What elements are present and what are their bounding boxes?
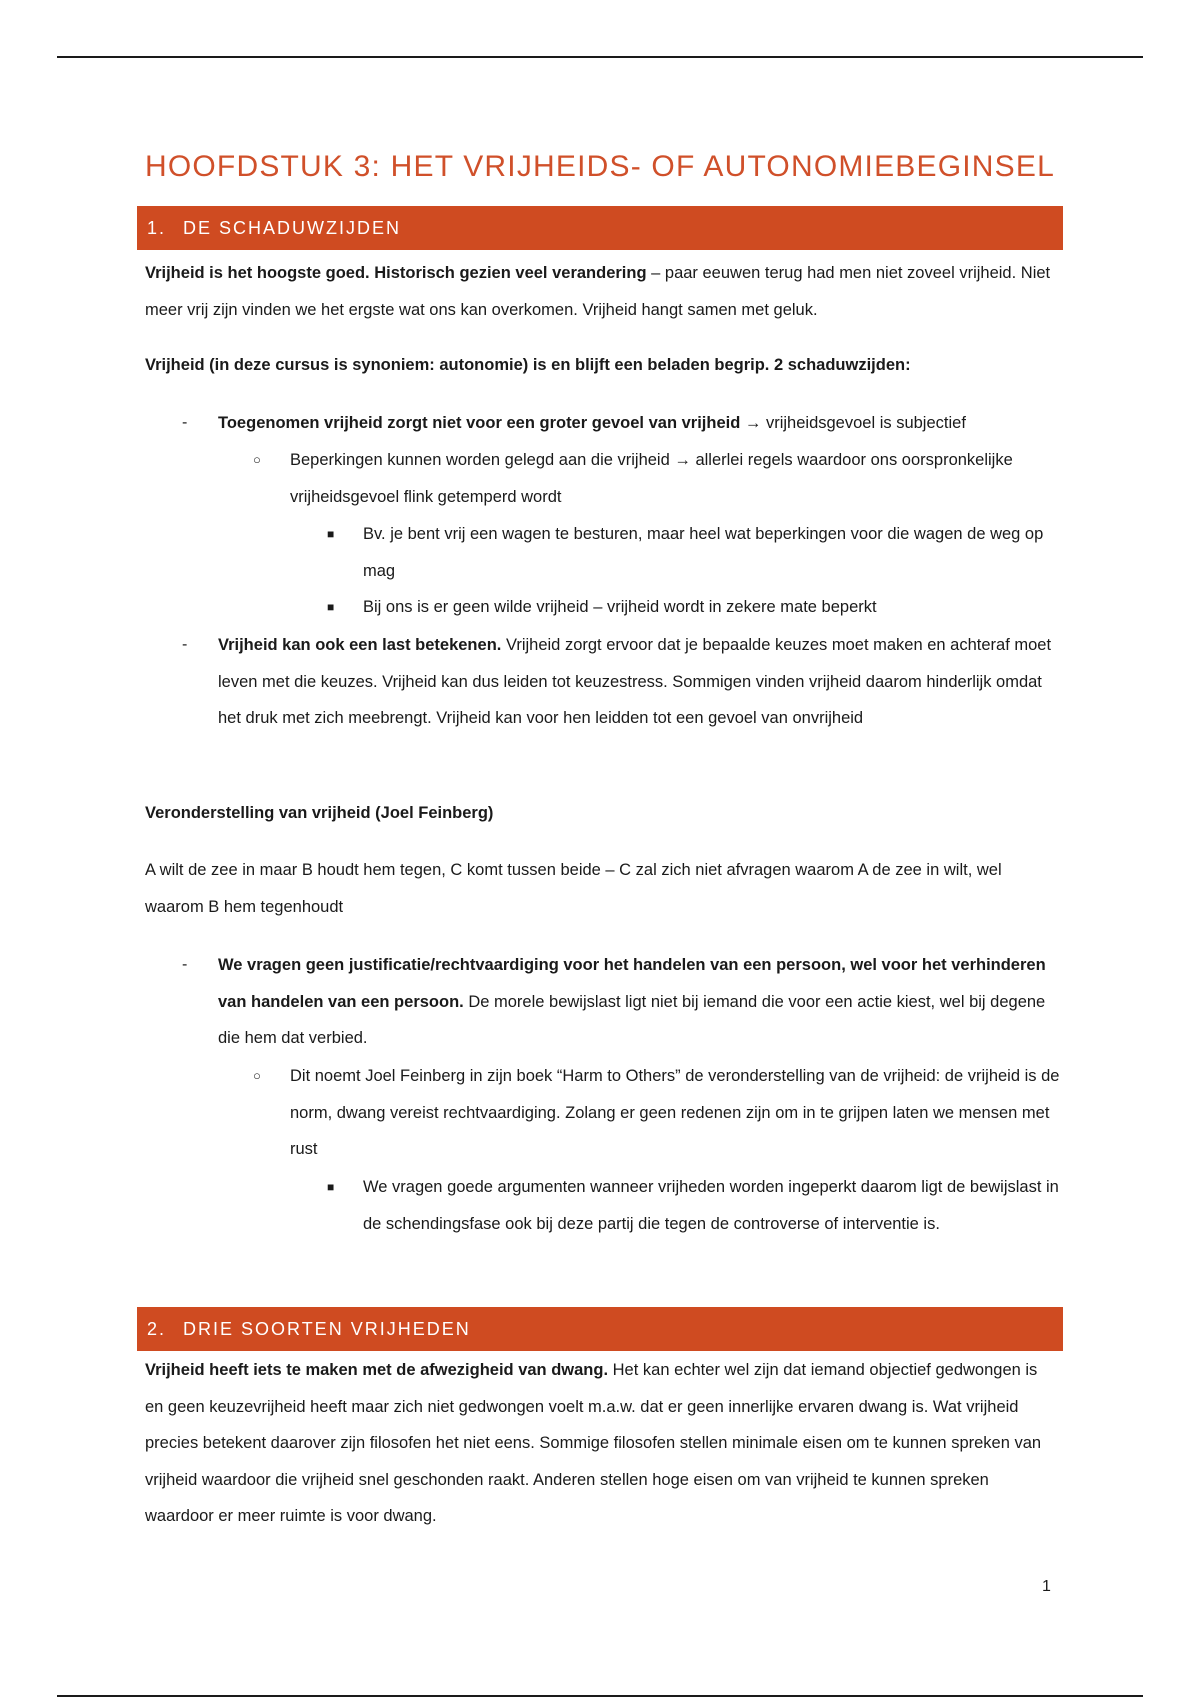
- dash-bullet-icon: -: [182, 636, 188, 653]
- paragraph: Vrijheid heeft iets te maken met de afwezigheid van dwang. Het kan echter wel zijn dat iemand objectief gedwongen is en geen keuzevrijheid heeft maar zich niet gedwongen voelt m.a.w. dat er geen innerlijke ervaren dwang is. Wat vrijheid precies betekent daarover zijn filosofen het niet eens. Sommige filosofen stellen minimale eisen om te kunnen spreken van vrijheid waardoor die vrijheid snel geschonden raakt. Anderen stellen hoge eisen om van vrijheid te kunnen spreken waardoor er meer ruimte is voor dwang.: [145, 1361, 1042, 1525]
- list-item: Dit noemt Joel Feinberg in zijn boek “Harm to Others” de veronderstelling van de vrijheid: de vrijheid is de norm, dwang vereist rechtvaardiging. Zolang er geen redenen zijn om in te grijpen laten we mensen met rust: [290, 1067, 1060, 1158]
- paragraph: Vrijheid is het hoogste goed. Historisch gezien veel verandering – paar eeuwen terug had men niet zoveel vrijheid. Niet meer vrij zijn vinden we het ergste wat ons kan overkomen. Vrijheid hangt samen met geluk.: [145, 264, 1051, 319]
- section-heading-2: [137, 1307, 1063, 1351]
- list-item: Vrijheid kan ook een last betekenen. Vrijheid zorgt ervoor dat je bepaalde keuzes moet maken en achteraf moet leven met die keuzes. Vrijheid kan dus leiden tot keuzestress. Sommigen vinden vrijheid daarom hinderlijk omdat het druk met zich meebrengt. Vrijheid kan voor hen leidden tot een gevoel van onvrijheid: [218, 636, 1052, 727]
- dash-bullet-icon: -: [182, 956, 188, 973]
- chapter-title: HOOFDSTUK 3: HET VRIJHEIDS- OF AUTONOMIEBEGINSEL: [145, 150, 1055, 183]
- section-number: 1.: [147, 218, 167, 238]
- list-item: Toegenomen vrijheid zorgt niet voor een groter gevoel van vrijheid → vrijheidsgevoel is subjectief: [218, 414, 966, 432]
- sub-heading: Veronderstelling van vrijheid (Joel Feinberg): [145, 804, 494, 822]
- square-bullet-icon: ■: [327, 600, 335, 614]
- section-title: DRIE SOORTEN VRIJHEDEN: [183, 1319, 471, 1339]
- list-item: We vragen geen justificatie/rechtvaardiging voor het handelen van een persoon, wel voor het verhinderen van handelen van een persoon. De morele bewijslast ligt niet bij iemand die voor een actie kiest, wel bij degene die hem dat verbied.: [218, 956, 1046, 1047]
- square-bullet-icon: ■: [327, 1180, 335, 1194]
- section-number: 2.: [147, 1319, 167, 1339]
- list-item: Bij ons is er geen wilde vrijheid – vrijheid wordt in zekere mate beperkt: [363, 598, 877, 616]
- paragraph: A wilt de zee in maar B houdt hem tegen, C komt tussen beide – C zal zich niet afvragen waarom A de zee in wilt, wel waarom B hem tegenhoudt: [145, 861, 1002, 916]
- section-title: DE SCHADUWZIJDEN: [183, 218, 402, 238]
- square-bullet-icon: ■: [327, 527, 335, 541]
- page-number: 1: [1042, 1578, 1051, 1595]
- list-item: We vragen goede argumenten wanneer vrijheden worden ingeperkt daarom ligt de bewijslast in de schendingsfase ook bij deze partij die tegen de controverse of interventie is.: [363, 1178, 1059, 1233]
- list-item: Beperkingen kunnen worden gelegd aan die vrijheid → allerlei regels waardoor ons oorspronkelijke vrijheidsgevoel flink getemperd wordt: [290, 451, 1013, 506]
- bottom-rule: [57, 1695, 1143, 1697]
- dash-bullet-icon: -: [182, 414, 188, 431]
- section-heading-1: [137, 206, 1063, 250]
- circle-bullet-icon: ○: [253, 1068, 261, 1083]
- paragraph: Vrijheid (in deze cursus is synoniem: autonomie) is en blijft een beladen begrip. 2 schaduwzijden:: [145, 356, 911, 374]
- list-item: Bv. je bent vrij een wagen te besturen, maar heel wat beperkingen voor die wagen de weg op mag: [363, 525, 1044, 580]
- top-rule: [57, 56, 1143, 58]
- circle-bullet-icon: ○: [253, 452, 261, 467]
